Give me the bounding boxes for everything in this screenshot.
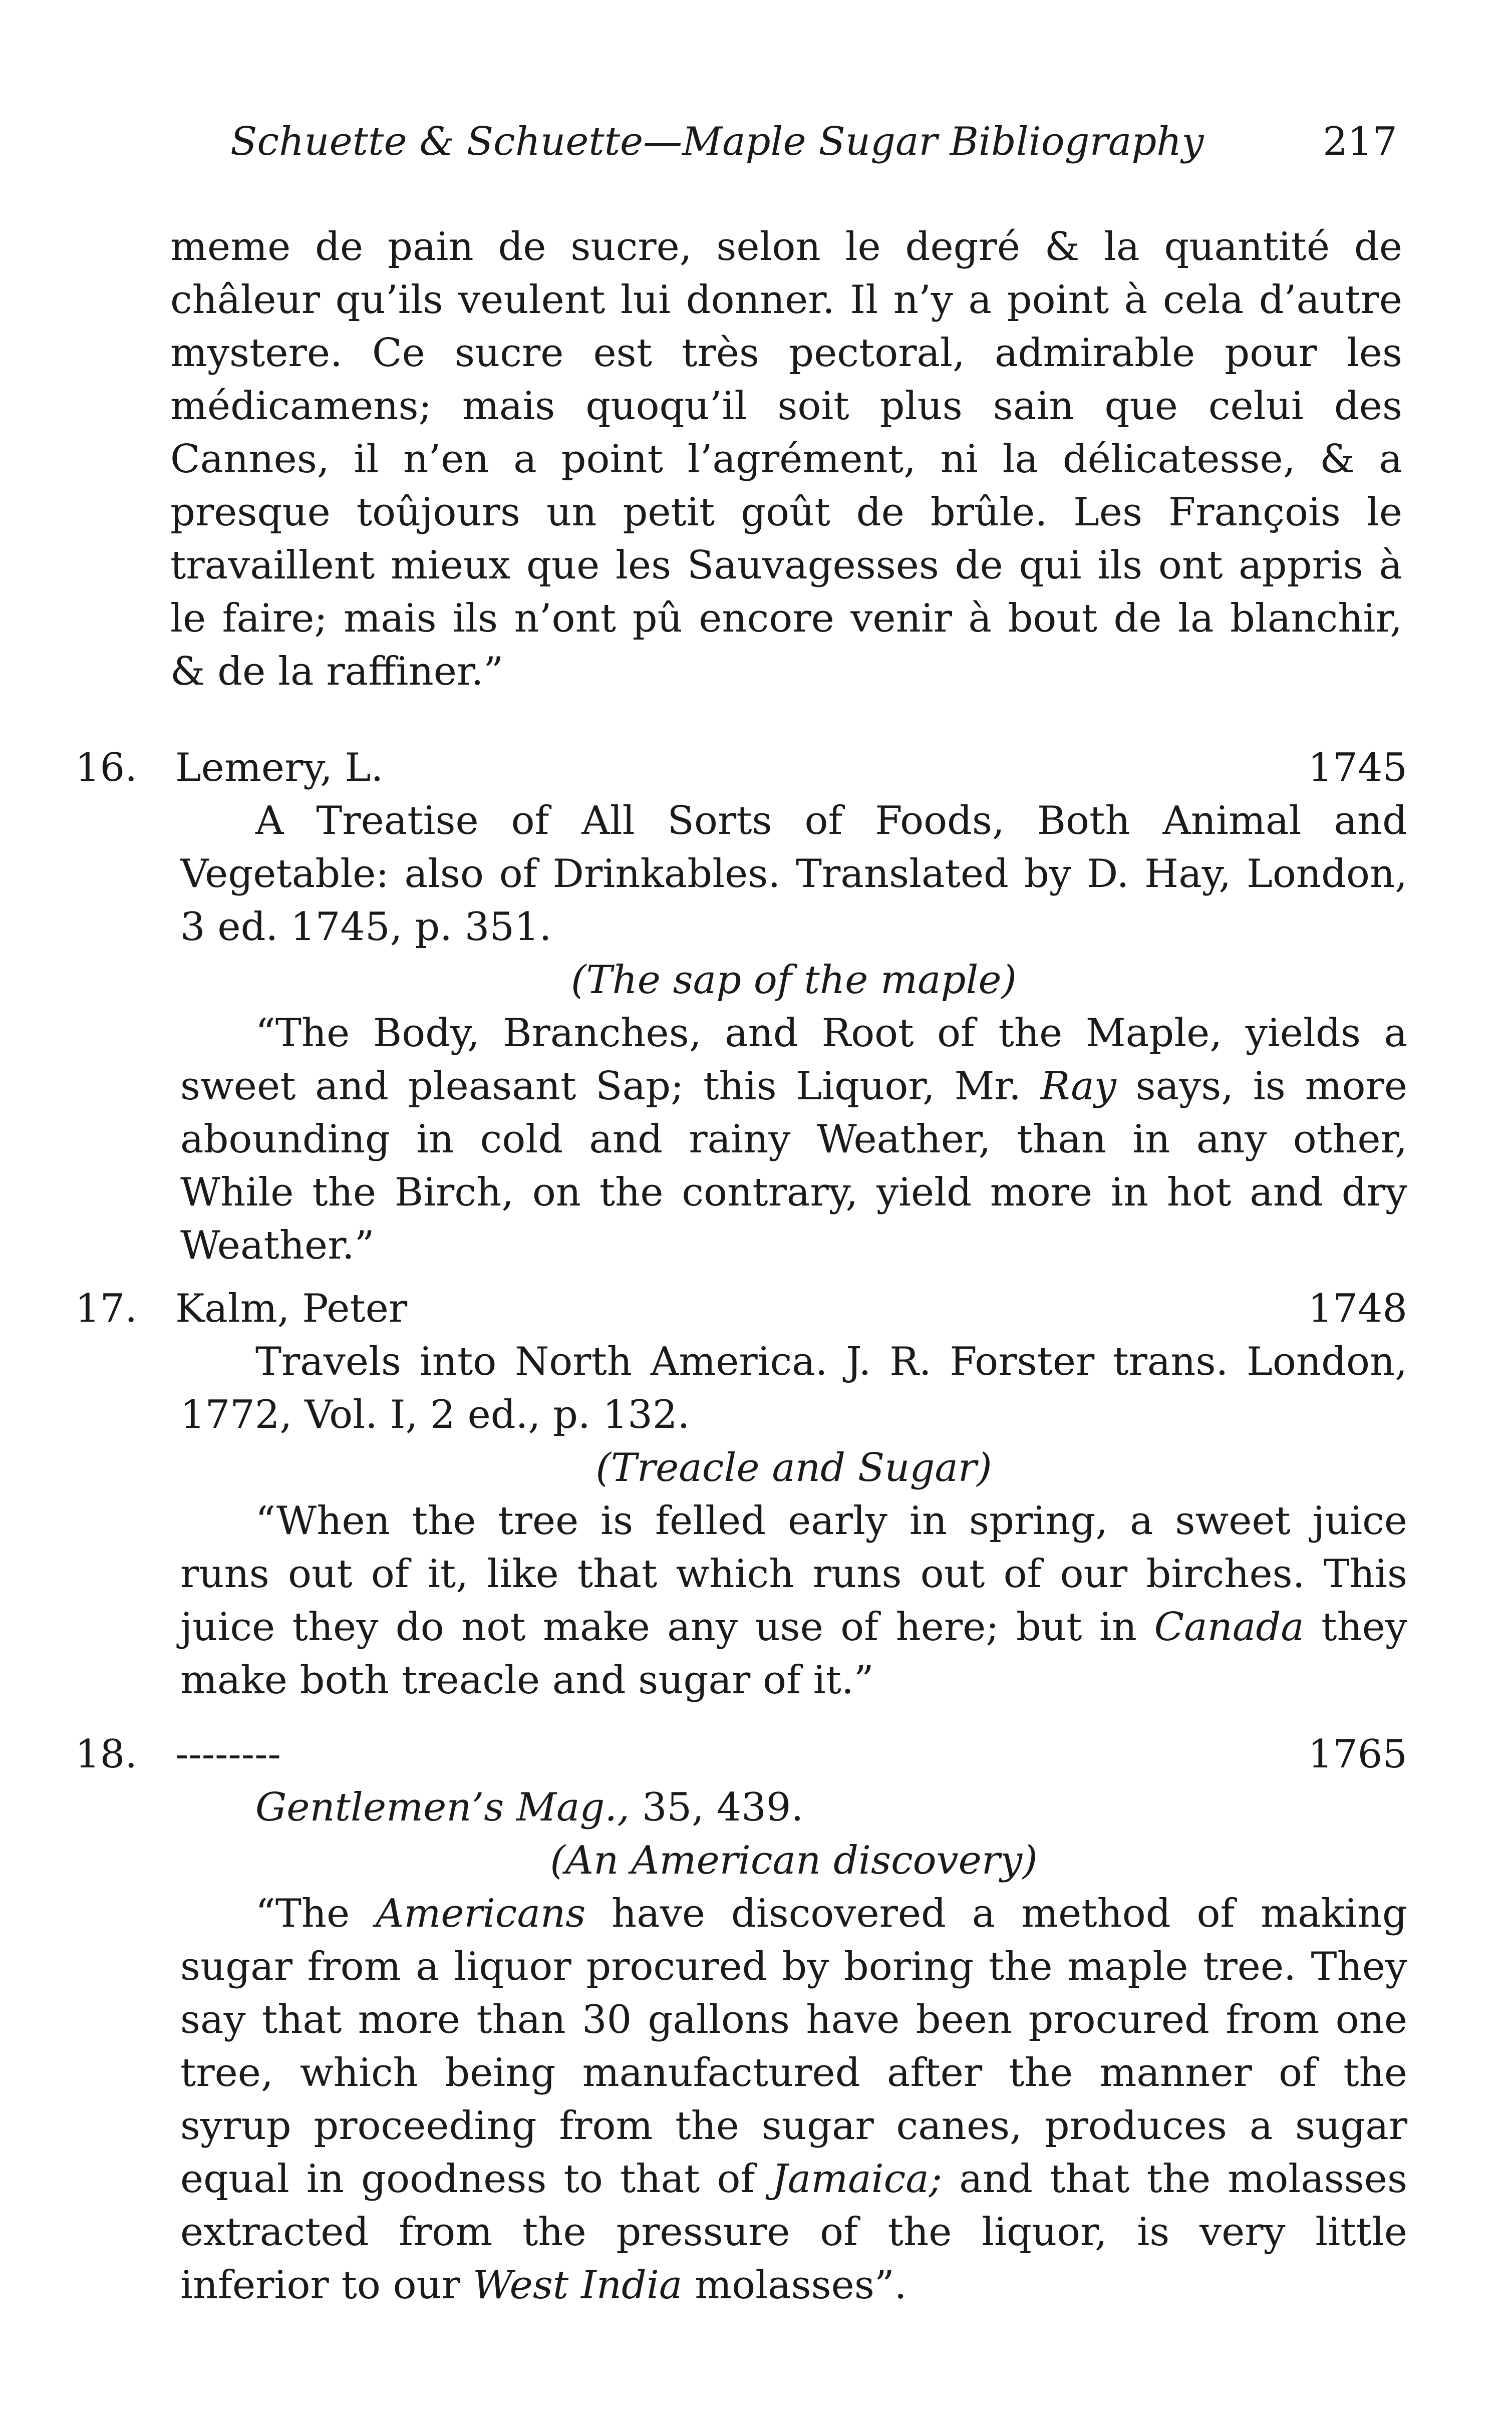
- continuation-paragraph: meme de pain de sucre, selon le degré & la quantité de châleur qu’ils veulent lui donner. Il n’y a point à cela d’autre mystere. Ce sucre est très pectoral, admirable pour les médicamens; mais quoqu’il soit plus sain que celui des Cannes, il n’en a point l’agrément, ni la délicatesse, & a presque toûjours un petit goût de brûle. Les François le travaillent mieux que les Sauvagesses de qui ils ont appris à le faire; mais ils n’ont pû encore venir à bout de la blanchir, & de la raffiner.”: [170, 224, 1402, 694]
- quote-italic-text: Jamaica;: [772, 2157, 943, 2202]
- quote-text: have discovered a method of making sugar from a liquor procured by boring the maple tree. They say that more than 30 gallons have been procured from one tree, which being manufactured after the manner of the syrup proceeding from the sugar canes, produces a sugar equal in goodness to that of: [180, 1891, 1407, 2202]
- quote-italic-text: Americans: [376, 1891, 586, 1936]
- entry-quote: [180, 1007, 1407, 1272]
- entry-author: Kalm, Peter: [175, 1286, 408, 1331]
- bibliography-entry: [75, 1728, 1407, 2312]
- page-number: 217: [1323, 119, 1397, 164]
- entry-year: 1748: [1308, 1286, 1407, 1331]
- entry-citation: A Treatise of All Sorts of Foods, Both Animal and Vegetable: also of Drinkables. Translated by D. Hay, London, 3 ed. 1745, p. 351.: [180, 798, 1407, 950]
- citation-volume: 35, 439.: [630, 1785, 804, 1830]
- entry-caption: (The sap of the maple): [571, 958, 1017, 1003]
- entry-quote: [180, 1494, 1407, 1707]
- quote-italic-text: West India: [472, 2263, 683, 2308]
- quote-text: “The: [255, 1891, 376, 1936]
- entry-citation: Travels into North America. J. R. Forster trans. London, 1772, Vol. I, 2 ed., p. 132.: [180, 1339, 1407, 1437]
- quote-text: “When the tree is felled early in spring, a sweet juice runs out of it, like that which runs out of our birches. This juice they do not make any use of here; but in: [180, 1498, 1407, 1650]
- citation-journal: Gentlemen’s Mag.,: [255, 1785, 630, 1830]
- entry-quote: [180, 1887, 1407, 2312]
- entry-citation: [180, 1781, 1407, 1834]
- entry-number: 18.: [75, 1732, 138, 1777]
- entry-author-dashes: --------: [175, 1732, 281, 1777]
- entry-caption: (An American discovery): [550, 1838, 1038, 1883]
- quote-italic-text: Canada: [1154, 1605, 1304, 1650]
- quote-text: and that the molasses extracted from the pressure of the liquor, is very little inferior to our: [180, 2157, 1407, 2308]
- quote-text: they make both treacle and sugar of it.”: [180, 1605, 1407, 1703]
- quote-text: says, is more abounding in cold and rainy Weather, than in any other, While the Birch, on the contrary, yield more in hot and dry Weather.”: [180, 1064, 1407, 1268]
- bibliography-entry: [75, 1282, 1407, 1707]
- page-header: [230, 115, 1397, 170]
- entry-author: Lemery, L.: [175, 745, 384, 790]
- entry-body: [180, 1781, 1407, 2312]
- entry-heading: [75, 1728, 1407, 1781]
- entry-heading: [75, 741, 1407, 794]
- running-title: Schuette & Schuette—Maple Sugar Bibliography: [230, 119, 1204, 164]
- entry-caption: (Treacle and Sugar): [595, 1445, 992, 1490]
- bibliography-entry: [75, 741, 1407, 1272]
- continuation-block: [170, 220, 1402, 698]
- entry-number: 17.: [75, 1286, 138, 1331]
- entry-body: [180, 794, 1407, 1272]
- entry-year: 1745: [1308, 745, 1407, 790]
- quote-italic-text: Ray: [1040, 1064, 1116, 1109]
- entry-heading: [75, 1282, 1407, 1335]
- quote-text: molasses”.: [682, 2263, 907, 2308]
- entry-year: 1765: [1308, 1732, 1407, 1777]
- entry-number: 16.: [75, 745, 138, 790]
- entry-body: [180, 1335, 1407, 1707]
- quote-text: “The Body, Branches, and Root of the Maple, yields a sweet and pleasant Sap; this Liquor, Mr.: [180, 1011, 1407, 1109]
